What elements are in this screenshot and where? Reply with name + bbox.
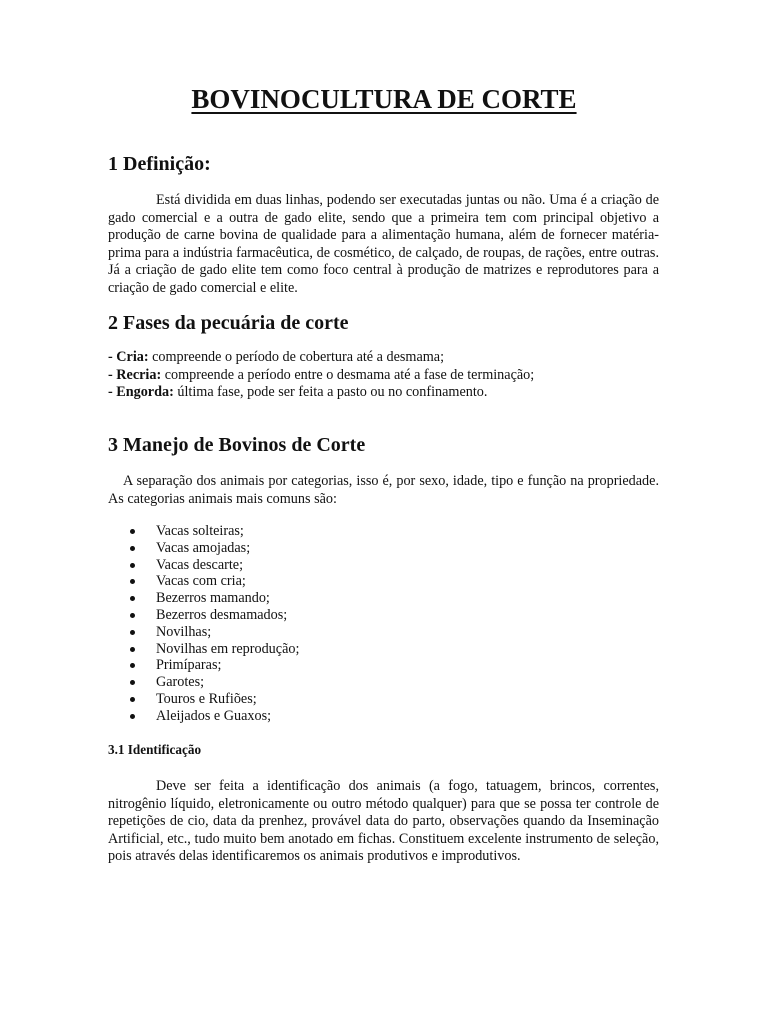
categories-list bbox=[130, 523, 299, 725]
list-item bbox=[130, 624, 299, 641]
bullet-icon bbox=[130, 680, 135, 685]
category-text: Bezerros desmamados; bbox=[156, 606, 288, 623]
section-3-heading: 3 Manejo de Bovinos de Corte bbox=[108, 434, 366, 456]
category-text: Garotes; bbox=[156, 674, 205, 691]
phase-item-engorda bbox=[108, 384, 668, 402]
list-item bbox=[130, 691, 299, 708]
bullet-icon bbox=[130, 714, 135, 719]
category-text: Vacas solteiras; bbox=[156, 523, 244, 539]
phase-text: compreende o período de cobertura até a desmama; bbox=[148, 349, 445, 365]
category-text: Touros e Rufiões; bbox=[156, 690, 257, 707]
category-text: Primíparas; bbox=[156, 657, 222, 674]
list-item bbox=[130, 557, 299, 574]
bullet-icon bbox=[130, 630, 135, 635]
section-3-intro: A separação dos animais por categorias, isso é, por sexo, idade, tipo e função na propriedade. As categorias animais mais comuns são: bbox=[108, 473, 659, 507]
bullet-icon bbox=[130, 613, 135, 618]
bullet-icon bbox=[130, 529, 135, 534]
phase-text: compreende a período entre o desmama até a fase de terminação; bbox=[161, 366, 535, 383]
bullet-icon bbox=[130, 563, 135, 568]
category-text: Aleijados e Guaxos; bbox=[156, 707, 272, 724]
list-item bbox=[130, 641, 299, 658]
category-text: Vacas descarte; bbox=[156, 556, 244, 573]
list-item bbox=[130, 674, 299, 691]
list-item bbox=[130, 523, 299, 540]
category-text: Novilhas em reprodução; bbox=[156, 640, 300, 657]
category-text: Vacas com cria; bbox=[156, 573, 246, 590]
bullet-icon bbox=[130, 663, 135, 668]
phase-item-cria bbox=[108, 349, 668, 367]
phase-label: - Engorda: bbox=[108, 384, 174, 400]
phases-list bbox=[108, 349, 668, 402]
phase-label: - Cria: bbox=[108, 349, 149, 365]
bullet-icon bbox=[130, 647, 135, 652]
page-title bbox=[0, 84, 768, 115]
section-1-heading: 1 Definição: bbox=[108, 153, 211, 175]
bullet-icon bbox=[130, 579, 135, 584]
phase-item-recria bbox=[108, 367, 668, 385]
phase-text: última fase, pode ser feita a pasto ou no confinamento. bbox=[173, 384, 488, 400]
section-1-paragraph: Está dividida em duas linhas, podendo ser executadas juntas ou não. Uma é a criação de gado comercial e a outra de gado elite, sendo que a primeira tem com principal objetivo a produção de carne bovina de qualidade para a alimentação humana, além de fornecer matéria-prima para a indústria farmacêutica, de cosmético, de calçado, de roupas, de rações, entre outras. Já a criação de gado elite tem como foco central à produção de matrizes e reprodutores para a criação de gado comercial e elite. bbox=[108, 192, 659, 296]
category-text: Vacas amojadas; bbox=[156, 539, 251, 556]
phase-label: - Recria: bbox=[108, 366, 162, 383]
section-2-heading: 2 Fases da pecuária de corte bbox=[108, 312, 349, 334]
section-3-1-heading: 3.1 Identificação bbox=[108, 742, 202, 757]
list-item bbox=[130, 540, 299, 557]
bullet-icon bbox=[130, 697, 135, 702]
list-item bbox=[130, 657, 299, 674]
list-item bbox=[130, 708, 299, 725]
list-item bbox=[130, 607, 299, 624]
page-title-text: BOVINOCULTURA DE CORTE bbox=[191, 84, 577, 114]
bullet-icon bbox=[130, 596, 135, 601]
section-3-1-paragraph: Deve ser feita a identificação dos animais (a fogo, tatuagem, brincos, correntes, nitrogênio líquido, eletronicamente ou outro método qualquer) para que se possa ter controle de repetições de cio, data da prenhez, provável data do parto, observações quando da Inseminação Artificial, etc., tudo muito bem anotado em fichas. Constituem excelente instrumento de seleção, pois através delas identificaremos os animais produtivos e improdutivos. bbox=[108, 778, 659, 864]
category-text: Novilhas; bbox=[156, 623, 212, 640]
category-text: Bezerros mamando; bbox=[156, 590, 270, 607]
list-item bbox=[130, 573, 299, 590]
list-item bbox=[130, 590, 299, 607]
bullet-icon bbox=[130, 546, 135, 551]
